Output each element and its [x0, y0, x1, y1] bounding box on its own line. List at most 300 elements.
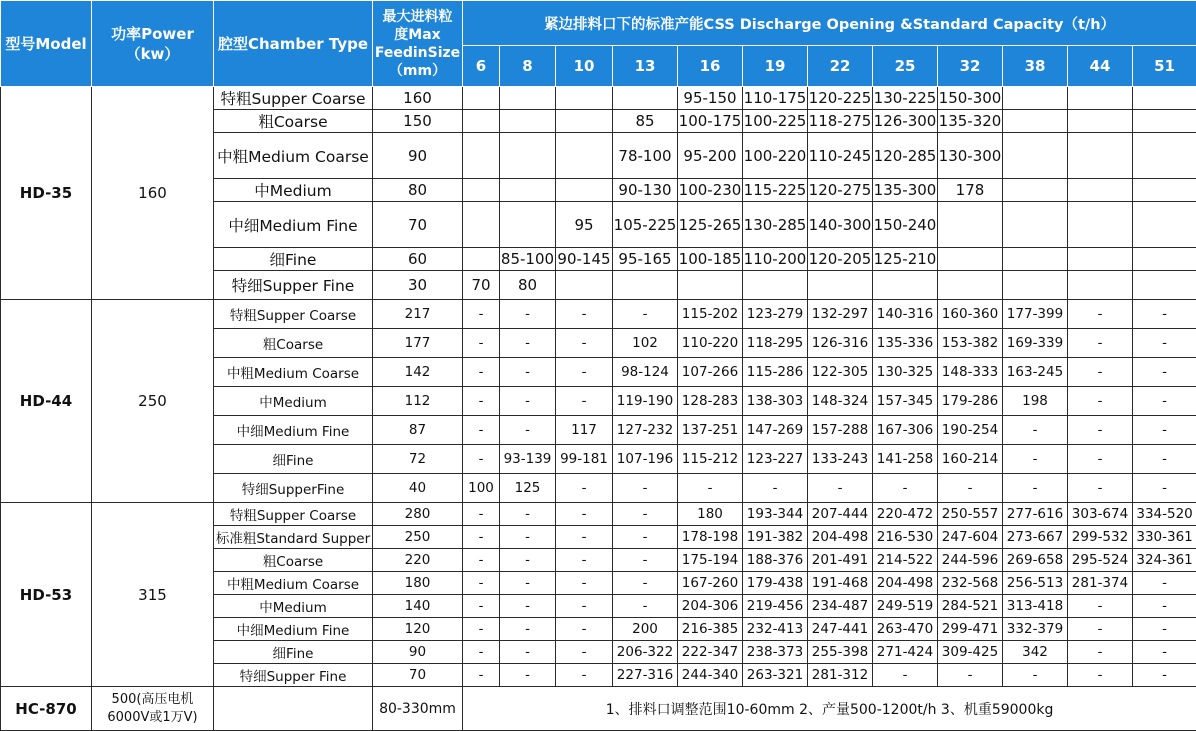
- capacity-cell: 125: [500, 474, 556, 503]
- capacity-cell: 234-487: [808, 595, 873, 618]
- capacity-cell: 127-232: [613, 416, 678, 445]
- capacity-cell: -: [1068, 445, 1133, 474]
- hc-note: 1、排料口调整范围10-60mm 2、产量500-1200t/h 3、机重59000kg: [463, 687, 1196, 731]
- capacity-cell: -: [1068, 387, 1133, 416]
- capacity-cell: 123-227: [743, 445, 808, 474]
- capacity-cell: [1003, 133, 1068, 179]
- capacity-cell: 115-202: [678, 300, 743, 329]
- capacity-cell: 115-286: [743, 358, 808, 387]
- capacity-cell: [1068, 271, 1133, 300]
- capacity-cell: 269-658: [1003, 549, 1068, 572]
- chamber-type-cell: 粗Coarse: [214, 549, 373, 572]
- chamber-type-cell: 细Fine: [214, 445, 373, 474]
- capacity-cell: -: [1133, 641, 1196, 664]
- capacity-cell: 247-441: [808, 618, 873, 641]
- capacity-cell: [463, 248, 500, 271]
- capacity-cell: -: [613, 503, 678, 526]
- hc-870-row: [1, 687, 1196, 731]
- capacity-cell: -: [500, 416, 556, 445]
- capacity-cell: 122-305: [808, 358, 873, 387]
- capacity-cell: 281-312: [808, 664, 873, 687]
- capacity-cell: 125-210: [873, 248, 938, 271]
- capacity-cell: 120-275: [808, 179, 873, 202]
- capacity-cell: 126-300: [873, 110, 938, 133]
- capacity-cell: 204-306: [678, 595, 743, 618]
- hc-power-line1: 500(高压电机: [92, 691, 213, 709]
- capacity-cell: -: [463, 445, 500, 474]
- capacity-cell: -: [613, 572, 678, 595]
- header-css-19: 19: [743, 46, 808, 87]
- capacity-cell: [500, 133, 556, 179]
- capacity-cell: -: [556, 664, 613, 687]
- capacity-cell: [1003, 87, 1068, 110]
- capacity-cell: 256-513: [1003, 572, 1068, 595]
- header-css-25: 25: [873, 46, 938, 87]
- chamber-type-cell: 特细Supper Fine: [214, 271, 373, 300]
- capacity-cell: 95-165: [613, 248, 678, 271]
- header-feed-line4: （mm）: [373, 62, 462, 80]
- capacity-cell: -: [1133, 387, 1196, 416]
- capacity-cell: 85: [613, 110, 678, 133]
- capacity-cell: 232-413: [743, 618, 808, 641]
- capacity-cell: 220-472: [873, 503, 938, 526]
- capacity-cell: -: [500, 387, 556, 416]
- capacity-cell: -: [463, 300, 500, 329]
- capacity-cell: 130-285: [743, 202, 808, 248]
- capacity-cell: -: [1003, 664, 1068, 687]
- capacity-cell: [613, 271, 678, 300]
- capacity-cell: -: [938, 664, 1003, 687]
- table-row: [1, 300, 1196, 329]
- capacity-cell: [1068, 133, 1133, 179]
- capacity-cell: 295-524: [1068, 549, 1133, 572]
- header-feed-line1: 最大进料粒: [373, 8, 462, 26]
- capacity-cell: 125-265: [678, 202, 743, 248]
- capacity-cell: -: [463, 572, 500, 595]
- capacity-cell: [556, 110, 613, 133]
- capacity-cell: [500, 87, 556, 110]
- capacity-cell: 148-324: [808, 387, 873, 416]
- capacity-cell: [556, 179, 613, 202]
- capacity-cell: [463, 87, 500, 110]
- capacity-cell: 167-260: [678, 572, 743, 595]
- capacity-cell: -: [1133, 474, 1196, 503]
- capacity-cell: 105-225: [613, 202, 678, 248]
- capacity-cell: 120-205: [808, 248, 873, 271]
- capacity-cell: -: [463, 549, 500, 572]
- capacity-cell: 238-373: [743, 641, 808, 664]
- chamber-type-cell: 细Fine: [214, 248, 373, 271]
- feed-size-cell: 90: [373, 133, 463, 179]
- capacity-cell: 110-220: [678, 329, 743, 358]
- capacity-cell: 148-333: [938, 358, 1003, 387]
- capacity-cell: [1133, 271, 1196, 300]
- capacity-cell: 110-245: [808, 133, 873, 179]
- capacity-cell: -: [1133, 416, 1196, 445]
- capacity-cell: 160-214: [938, 445, 1003, 474]
- header-css-6: 6: [463, 46, 500, 87]
- model-cell: HC-870: [1, 687, 92, 731]
- chamber-type-cell: 中细Medium Fine: [214, 618, 373, 641]
- header-feed-line3: FeedinSize: [373, 44, 462, 62]
- capacity-cell: -: [556, 503, 613, 526]
- capacity-cell: -: [500, 618, 556, 641]
- capacity-cell: [463, 179, 500, 202]
- capacity-cell: [808, 271, 873, 300]
- feed-size-cell: 140: [373, 595, 463, 618]
- capacity-cell: [1003, 110, 1068, 133]
- capacity-cell: -: [613, 526, 678, 549]
- capacity-cell: 120-285: [873, 133, 938, 179]
- capacity-cell: -: [500, 300, 556, 329]
- chamber-type-cell: 特粗Supper Coarse: [214, 300, 373, 329]
- capacity-cell: -: [556, 641, 613, 664]
- capacity-cell: 190-254: [938, 416, 1003, 445]
- capacity-cell: 99-181: [556, 445, 613, 474]
- capacity-cell: 153-382: [938, 329, 1003, 358]
- capacity-cell: 100-225: [743, 110, 808, 133]
- capacity-cell: 90-145: [556, 248, 613, 271]
- capacity-cell: -: [463, 526, 500, 549]
- capacity-cell: 324-361: [1133, 549, 1196, 572]
- capacity-cell: -: [1133, 618, 1196, 641]
- capacity-cell: 334-520: [1133, 503, 1196, 526]
- capacity-cell: -: [500, 549, 556, 572]
- capacity-cell: -: [1133, 664, 1196, 687]
- capacity-cell: 284-521: [938, 595, 1003, 618]
- capacity-cell: -: [556, 300, 613, 329]
- capacity-cell: -: [808, 474, 873, 503]
- capacity-cell: 130-225: [873, 87, 938, 110]
- chamber-type-cell: [214, 687, 373, 731]
- header-model: 型号Model: [1, 1, 92, 87]
- capacity-cell: 115-212: [678, 445, 743, 474]
- capacity-cell: [1068, 202, 1133, 248]
- capacity-cell: 140-316: [873, 300, 938, 329]
- header-css-38: 38: [1003, 46, 1068, 87]
- chamber-type-cell: 中细Medium Fine: [214, 202, 373, 248]
- capacity-cell: -: [1068, 416, 1133, 445]
- capacity-cell: -: [1068, 641, 1133, 664]
- capacity-cell: -: [1133, 358, 1196, 387]
- capacity-cell: -: [1133, 445, 1196, 474]
- capacity-cell: 133-243: [808, 445, 873, 474]
- capacity-cell: 206-322: [613, 641, 678, 664]
- capacity-cell: 216-530: [873, 526, 938, 549]
- capacity-cell: 178: [938, 179, 1003, 202]
- capacity-cell: 277-616: [1003, 503, 1068, 526]
- header-feed-size: [373, 1, 463, 87]
- capacity-cell: 141-258: [873, 445, 938, 474]
- capacity-cell: 90-130: [613, 179, 678, 202]
- capacity-cell: 303-674: [1068, 503, 1133, 526]
- capacity-cell: 332-379: [1003, 618, 1068, 641]
- capacity-cell: -: [1133, 595, 1196, 618]
- chamber-type-cell: 细Fine: [214, 641, 373, 664]
- table-row: [1, 87, 1196, 110]
- capacity-cell: -: [556, 329, 613, 358]
- capacity-cell: -: [463, 387, 500, 416]
- chamber-type-cell: 特细Supper Fine: [214, 664, 373, 687]
- capacity-cell: -: [556, 595, 613, 618]
- capacity-cell: -: [1068, 329, 1133, 358]
- feed-size-cell: 40: [373, 474, 463, 503]
- chamber-type-cell: 标准粗Standard Supper: [214, 526, 373, 549]
- capacity-cell: -: [743, 474, 808, 503]
- capacity-cell: [463, 110, 500, 133]
- capacity-cell: 250-557: [938, 503, 1003, 526]
- header-css-22: 22: [808, 46, 873, 87]
- capacity-cell: 157-345: [873, 387, 938, 416]
- power-cell: 315: [92, 503, 214, 687]
- feed-size-cell: 87: [373, 416, 463, 445]
- feed-size-cell: 112: [373, 387, 463, 416]
- capacity-cell: -: [556, 618, 613, 641]
- capacity-cell: 175-194: [678, 549, 743, 572]
- capacity-cell: [1003, 179, 1068, 202]
- capacity-cell: -: [463, 329, 500, 358]
- chamber-type-cell: 中粗Medium Coarse: [214, 133, 373, 179]
- feed-size-cell: 177: [373, 329, 463, 358]
- capacity-cell: 95: [556, 202, 613, 248]
- capacity-cell: [1133, 110, 1196, 133]
- capacity-cell: -: [1068, 618, 1133, 641]
- capacity-cell: 299-532: [1068, 526, 1133, 549]
- header-feed-line2: 度Max: [373, 26, 462, 44]
- chamber-type-cell: 特粗Supper Coarse: [214, 87, 373, 110]
- header-chamber: 腔型Chamber Type: [214, 1, 373, 87]
- table-body: [1, 87, 1196, 731]
- chamber-type-cell: 特细SupperFine: [214, 474, 373, 503]
- capacity-cell: 313-418: [1003, 595, 1068, 618]
- capacity-cell: 132-297: [808, 300, 873, 329]
- capacity-cell: [1068, 179, 1133, 202]
- capacity-cell: 188-376: [743, 549, 808, 572]
- capacity-cell: [500, 202, 556, 248]
- feed-size-cell: 72: [373, 445, 463, 474]
- capacity-cell: 200: [613, 618, 678, 641]
- capacity-cell: -: [556, 358, 613, 387]
- chamber-type-cell: 粗Coarse: [214, 110, 373, 133]
- capacity-cell: 135-320: [938, 110, 1003, 133]
- feed-size-cell: 30: [373, 271, 463, 300]
- capacity-cell: 147-269: [743, 416, 808, 445]
- capacity-cell: -: [1003, 416, 1068, 445]
- capacity-cell: 178-198: [678, 526, 743, 549]
- capacity-cell: 135-336: [873, 329, 938, 358]
- feed-size-cell: 80-330mm: [373, 687, 463, 731]
- header-css-44: 44: [1068, 46, 1133, 87]
- capacity-cell: 198: [1003, 387, 1068, 416]
- chamber-type-cell: 特粗Supper Coarse: [214, 503, 373, 526]
- capacity-cell: 100-220: [743, 133, 808, 179]
- capacity-cell: 191-468: [808, 572, 873, 595]
- capacity-cell: 169-339: [1003, 329, 1068, 358]
- capacity-cell: [463, 133, 500, 179]
- capacity-cell: -: [1133, 329, 1196, 358]
- capacity-cell: 177-399: [1003, 300, 1068, 329]
- capacity-cell: [1003, 202, 1068, 248]
- capacity-cell: 167-306: [873, 416, 938, 445]
- chamber-type-cell: 中粗Medium Coarse: [214, 358, 373, 387]
- capacity-cell: 263-321: [743, 664, 808, 687]
- capacity-cell: [743, 271, 808, 300]
- header-power: [92, 1, 214, 87]
- header-css-51: 51: [1133, 46, 1196, 87]
- capacity-cell: 138-303: [743, 387, 808, 416]
- capacity-cell: [1003, 271, 1068, 300]
- capacity-cell: 107-196: [613, 445, 678, 474]
- capacity-cell: 135-300: [873, 179, 938, 202]
- model-cell: HD-53: [1, 503, 92, 687]
- header-css-32: 32: [938, 46, 1003, 87]
- capacity-cell: 150-240: [873, 202, 938, 248]
- capacity-cell: 281-374: [1068, 572, 1133, 595]
- capacity-cell: 179-438: [743, 572, 808, 595]
- power-cell: 250: [92, 300, 214, 503]
- feed-size-cell: 220: [373, 549, 463, 572]
- hc-power-line2: 6000V或1万V): [92, 709, 213, 727]
- capacity-cell: 330-361: [1133, 526, 1196, 549]
- capacity-cell: -: [463, 416, 500, 445]
- capacity-cell: -: [613, 300, 678, 329]
- chamber-type-cell: 中粗Medium Coarse: [214, 572, 373, 595]
- capacity-cell: 137-251: [678, 416, 743, 445]
- capacity-cell: 110-175: [743, 87, 808, 110]
- capacity-cell: -: [463, 618, 500, 641]
- feed-size-cell: 150: [373, 110, 463, 133]
- capacity-cell: 115-225: [743, 179, 808, 202]
- capacity-cell: 207-444: [808, 503, 873, 526]
- capacity-cell: -: [463, 358, 500, 387]
- capacity-cell: 191-382: [743, 526, 808, 549]
- capacity-cell: 100-175: [678, 110, 743, 133]
- capacity-cell: 70: [463, 271, 500, 300]
- chamber-type-cell: 中Medium: [214, 179, 373, 202]
- capacity-cell: -: [556, 549, 613, 572]
- feed-size-cell: 80: [373, 179, 463, 202]
- capacity-cell: -: [1003, 474, 1068, 503]
- capacity-cell: [1068, 87, 1133, 110]
- capacity-cell: -: [463, 503, 500, 526]
- capacity-cell: 193-344: [743, 503, 808, 526]
- capacity-cell: 299-471: [938, 618, 1003, 641]
- capacity-cell: -: [500, 664, 556, 687]
- capacity-cell: 78-100: [613, 133, 678, 179]
- capacity-cell: 98-124: [613, 358, 678, 387]
- capacity-cell: 244-596: [938, 549, 1003, 572]
- header-power-line1: 功率Power: [92, 24, 213, 44]
- capacity-cell: -: [556, 474, 613, 503]
- capacity-cell: 100-230: [678, 179, 743, 202]
- capacity-cell: 179-286: [938, 387, 1003, 416]
- capacity-cell: [1068, 110, 1133, 133]
- capacity-cell: 222-347: [678, 641, 743, 664]
- capacity-cell: [1133, 133, 1196, 179]
- header-css-13: 13: [613, 46, 678, 87]
- capacity-cell: 120-225: [808, 87, 873, 110]
- header-css-16: 16: [678, 46, 743, 87]
- capacity-cell: 130-325: [873, 358, 938, 387]
- capacity-cell: -: [1068, 595, 1133, 618]
- feed-size-cell: 120: [373, 618, 463, 641]
- capacity-cell: 118-275: [808, 110, 873, 133]
- capacity-cell: 93-139: [500, 445, 556, 474]
- capacity-cell: [1133, 87, 1196, 110]
- feed-size-cell: 180: [373, 572, 463, 595]
- model-cell: HD-44: [1, 300, 92, 503]
- capacity-cell: 157-288: [808, 416, 873, 445]
- capacity-cell: 118-295: [743, 329, 808, 358]
- chamber-type-cell: 粗Coarse: [214, 329, 373, 358]
- capacity-cell: 110-200: [743, 248, 808, 271]
- capacity-cell: [1068, 248, 1133, 271]
- capacity-cell: 232-568: [938, 572, 1003, 595]
- capacity-cell: 219-456: [743, 595, 808, 618]
- capacity-cell: -: [1068, 474, 1133, 503]
- feed-size-cell: 142: [373, 358, 463, 387]
- capacity-cell: -: [613, 595, 678, 618]
- capacity-cell: [938, 248, 1003, 271]
- feed-size-cell: 250: [373, 526, 463, 549]
- header-css-8: 8: [500, 46, 556, 87]
- capacity-cell: -: [1133, 300, 1196, 329]
- capacity-cell: 160-360: [938, 300, 1003, 329]
- capacity-cell: 163-245: [1003, 358, 1068, 387]
- capacity-cell: -: [1068, 664, 1133, 687]
- chamber-type-cell: 中Medium: [214, 387, 373, 416]
- capacity-cell: 227-316: [613, 664, 678, 687]
- capacity-cell: 201-491: [808, 549, 873, 572]
- capacity-cell: 249-519: [873, 595, 938, 618]
- capacity-cell: -: [463, 641, 500, 664]
- capacity-cell: [1133, 202, 1196, 248]
- capacity-cell: -: [556, 526, 613, 549]
- capacity-cell: -: [938, 474, 1003, 503]
- capacity-cell: -: [1003, 445, 1068, 474]
- capacity-cell: 247-604: [938, 526, 1003, 549]
- capacity-cell: [613, 87, 678, 110]
- capacity-cell: [678, 271, 743, 300]
- capacity-cell: 95-200: [678, 133, 743, 179]
- capacity-cell: 95-150: [678, 87, 743, 110]
- capacity-cell: 180: [678, 503, 743, 526]
- chamber-type-cell: 中Medium: [214, 595, 373, 618]
- capacity-cell: 128-283: [678, 387, 743, 416]
- capacity-cell: -: [500, 503, 556, 526]
- capacity-cell: 100-185: [678, 248, 743, 271]
- capacity-cell: [500, 179, 556, 202]
- capacity-cell: -: [500, 526, 556, 549]
- capacity-cell: [500, 110, 556, 133]
- feed-size-cell: 70: [373, 202, 463, 248]
- capacity-cell: 271-424: [873, 641, 938, 664]
- capacity-cell: 107-266: [678, 358, 743, 387]
- model-cell: HD-35: [1, 87, 92, 300]
- capacity-cell: -: [463, 595, 500, 618]
- table-row: [1, 503, 1196, 526]
- capacity-cell: [463, 202, 500, 248]
- capacity-cell: 255-398: [808, 641, 873, 664]
- capacity-cell: -: [500, 641, 556, 664]
- capacity-cell: 273-667: [1003, 526, 1068, 549]
- capacity-cell: 150-300: [938, 87, 1003, 110]
- capacity-cell: 123-279: [743, 300, 808, 329]
- capacity-cell: 117: [556, 416, 613, 445]
- capacity-cell: [1133, 179, 1196, 202]
- capacity-cell: 204-498: [808, 526, 873, 549]
- capacity-cell: [556, 133, 613, 179]
